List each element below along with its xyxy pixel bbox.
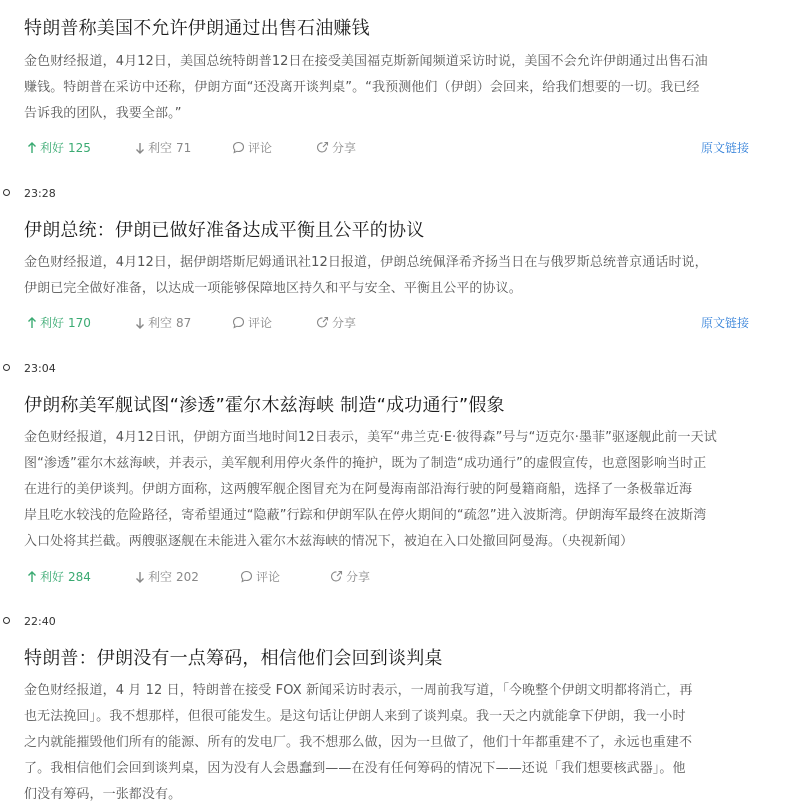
bullish-count: 125 bbox=[68, 140, 91, 155]
body-line: 了。我相信他们会回到谈判桌，因为没有人会愚蠢到——在没有任何筹码的情况下——还说「我们想要核武器」。他 bbox=[24, 761, 686, 776]
body-line: 在进行的美伊谈判。伊朗方面称，这两艘军舰企图冒充为在阿曼海南部沿海行驶的阿曼籍商船，选择了一条极靠近海 bbox=[24, 482, 693, 497]
body-line: 金色财经报道，4 月 12 日，特朗普在接受 FOX 新闻采访时表示，一周前我写道，「今晚整个伊朗文明都将消亡，再 bbox=[24, 683, 693, 698]
news-title[interactable]: 伊朗称美军舰试图“渗透”霍尔木兹海峡 制造“成功通行”假象 bbox=[24, 395, 505, 416]
news-time: 23:04 bbox=[24, 361, 56, 375]
body-line: 金色财经报道，4月12日，据伊朗塔斯尼姆通讯社12日报道，伊朗总统佩泽希齐扬当日在与俄罗斯总统普京通话时说， bbox=[24, 255, 708, 270]
news-body bbox=[24, 678, 750, 808]
bullish-count: 170 bbox=[68, 315, 91, 330]
bearish-button[interactable] bbox=[135, 139, 191, 156]
news-title[interactable]: 特朗普：伊朗没有一点筹码，相信他们会回到谈判桌 bbox=[24, 648, 443, 669]
body-line: 告诉我的团队，我要全部。” bbox=[24, 106, 182, 121]
share-button[interactable] bbox=[316, 314, 356, 331]
action-bar bbox=[27, 568, 749, 586]
news-time: 23:28 bbox=[24, 186, 56, 200]
bullish-button[interactable] bbox=[27, 568, 91, 585]
news-body bbox=[24, 49, 750, 127]
body-line: 之内就能摧毁他们所有的能源、所有的发电厂。我不想那么做，因为一旦做了，他们十年都重建不了，永远也重建不 bbox=[24, 735, 693, 750]
arrow-down-icon bbox=[135, 317, 145, 329]
arrow-up-icon bbox=[27, 142, 37, 154]
arrow-up-icon bbox=[27, 317, 37, 329]
body-line: 也无法挽回」。我不想那样，但很可能发生。是这句话让伊朗人来到了谈判桌。我一天之内就能拿下伊朗，我一小时 bbox=[24, 709, 686, 724]
share-icon bbox=[330, 570, 343, 583]
bullish-label: 利好 bbox=[40, 316, 65, 330]
share-button[interactable] bbox=[316, 139, 356, 156]
bearish-button[interactable] bbox=[135, 314, 191, 331]
arrow-down-icon bbox=[135, 142, 145, 154]
body-line: 金色财经报道，4月12日讯，伊朗方面当地时间12日表示，美军“弗兰克·E·彼得森”号与“迈克尔·墨菲”驱逐舰此前一天试 bbox=[24, 430, 717, 445]
body-line: 图“渗透”霍尔木兹海峡，并表示，美军舰利用停火条件的掩护，既为了制造“成功通行”的虚假宣传，也意图影响当时正 bbox=[24, 456, 707, 471]
bearish-label: 利空 bbox=[148, 141, 173, 155]
action-bar bbox=[27, 139, 749, 157]
timeline-dot-icon bbox=[3, 617, 10, 624]
original-link[interactable]: 原文链接 bbox=[700, 141, 749, 155]
bearish-label: 利空 bbox=[148, 316, 173, 330]
body-line: 伊朗已完全做好准备，以达成一项能够保障地区持久和平与安全、平衡且公平的协议。 bbox=[24, 281, 522, 296]
share-icon bbox=[316, 141, 329, 154]
news-title[interactable]: 特朗普称美国不允许伊朗通过出售石油赚钱 bbox=[24, 18, 370, 39]
body-line: 金色财经报道，4月12日，美国总统特朗普12日在接受美国福克斯新闻频道采访时说，美国不会允许伊朗通过出售石油 bbox=[24, 54, 708, 69]
comment-label: 评论 bbox=[256, 570, 281, 584]
share-label: 分享 bbox=[346, 570, 371, 584]
share-button[interactable] bbox=[330, 568, 370, 585]
comment-button[interactable] bbox=[232, 139, 272, 156]
action-bar bbox=[27, 314, 749, 332]
bullish-label: 利好 bbox=[40, 141, 65, 155]
bearish-count: 202 bbox=[176, 569, 199, 584]
comment-icon bbox=[232, 316, 245, 329]
timeline-dot-icon bbox=[3, 189, 10, 196]
bearish-label: 利空 bbox=[148, 570, 173, 584]
arrow-down-icon bbox=[135, 571, 145, 583]
share-label: 分享 bbox=[332, 316, 357, 330]
bullish-count: 284 bbox=[68, 569, 91, 584]
share-icon bbox=[316, 316, 329, 329]
original-link[interactable]: 原文链接 bbox=[700, 316, 749, 330]
bullish-button[interactable] bbox=[27, 139, 91, 156]
bearish-count: 87 bbox=[176, 315, 192, 330]
comment-button[interactable] bbox=[240, 568, 280, 585]
comment-icon bbox=[240, 570, 253, 583]
comment-label: 评论 bbox=[248, 316, 273, 330]
body-line: 们没有筹码，一张都没有。 bbox=[24, 787, 182, 802]
bearish-count: 71 bbox=[176, 140, 192, 155]
bullish-button[interactable] bbox=[27, 314, 91, 331]
news-time: 22:40 bbox=[24, 614, 56, 628]
comment-label: 评论 bbox=[248, 141, 273, 155]
comment-button[interactable] bbox=[232, 314, 272, 331]
news-body bbox=[24, 425, 750, 555]
timeline-dot-icon bbox=[3, 364, 10, 371]
bearish-button[interactable] bbox=[135, 568, 199, 585]
comment-icon bbox=[232, 141, 245, 154]
body-line: 岸且吃水较浅的危险路径，寄希望通过“隐蔽”行踪和伊朗军队在停火期间的“疏忽”进入波斯湾。伊朗海军最终在波斯湾 bbox=[24, 508, 707, 523]
arrow-up-icon bbox=[27, 571, 37, 583]
news-title[interactable]: 伊朗总统：伊朗已做好准备达成平衡且公平的协议 bbox=[24, 220, 425, 241]
bullish-label: 利好 bbox=[40, 570, 65, 584]
share-label: 分享 bbox=[332, 141, 357, 155]
body-line: 入口处将其拦截。两艘驱逐舰在未能进入霍尔木兹海峡的情况下，被迫在入口处撤回阿曼海。（央视新闻） bbox=[24, 534, 634, 549]
body-line: 赚钱。特朗普在采访中还称，伊朗方面“还没离开谈判桌”。“我预测他们（伊朗）会回来，给我们想要的一切。我已经 bbox=[24, 80, 700, 95]
news-body bbox=[24, 250, 750, 302]
